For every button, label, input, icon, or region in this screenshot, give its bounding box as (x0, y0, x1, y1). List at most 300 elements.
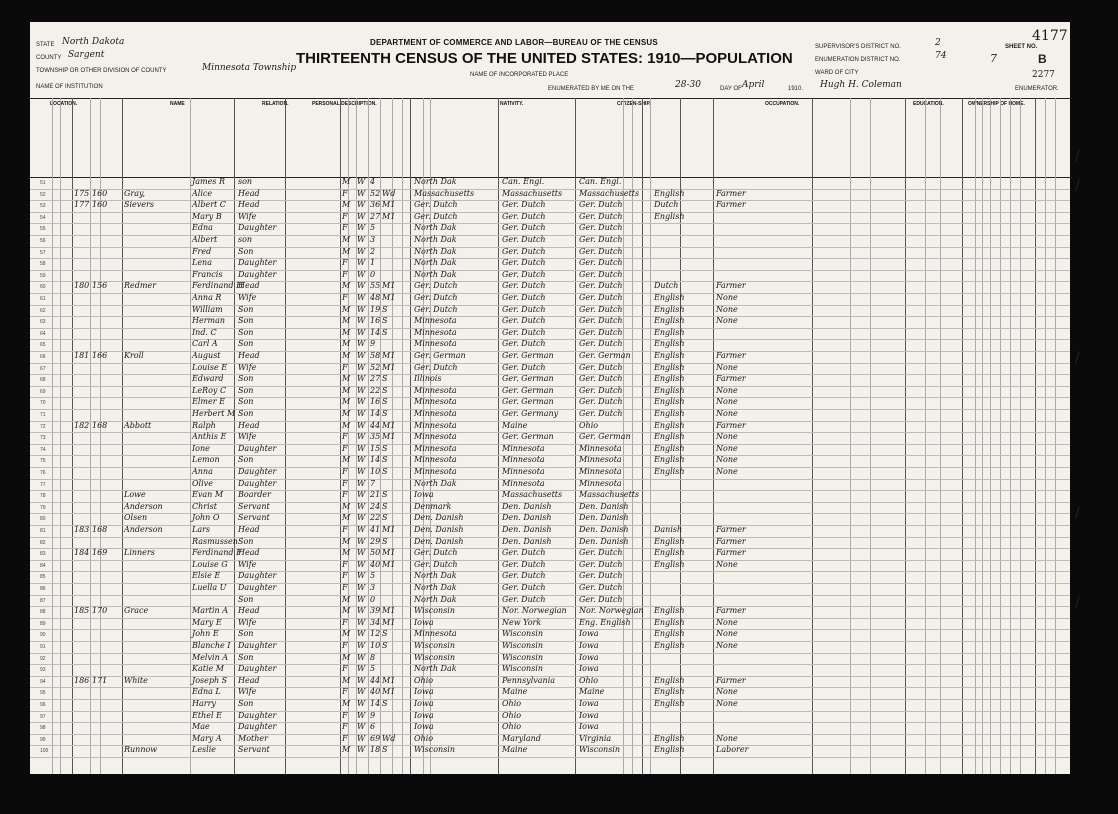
given-name: Herman (192, 316, 226, 326)
line-number: 88 (40, 609, 46, 616)
place-label: NAME OF INCORPORATED PLACE (470, 72, 569, 78)
sex: M (342, 246, 351, 256)
line-number: 76 (40, 470, 46, 476)
occupation: None (716, 617, 738, 627)
birthplace: Minnesota (414, 397, 457, 407)
age: 55 (370, 281, 381, 291)
birthplace: Iowa (414, 687, 434, 697)
language: Dutch (654, 281, 679, 291)
family-number: 171 (92, 675, 108, 685)
father-birthplace: Ger. Dutch (502, 362, 546, 372)
relation: Daughter (238, 571, 277, 581)
sex: M (342, 235, 351, 244)
age: 5 (370, 571, 376, 581)
sex: F (342, 559, 348, 569)
race: W (357, 397, 366, 407)
line-number: 52 (40, 191, 46, 198)
surname: White (124, 675, 148, 685)
mother-birthplace: Ger. Dutch (579, 374, 623, 384)
table-row (30, 584, 1070, 596)
father-birthplace: Den. Danish (502, 513, 552, 523)
relation: Daughter (238, 223, 277, 233)
table-row (30, 329, 1070, 341)
line-number: 85 (40, 574, 46, 581)
table-row (30, 248, 1070, 260)
sex: F (342, 188, 348, 198)
table-row (30, 259, 1070, 271)
surname: Redmer (124, 281, 157, 291)
birthplace: Minnesota (414, 316, 457, 326)
father-birthplace: Wisconsin (502, 664, 544, 674)
table-row (30, 317, 1070, 329)
given-name: John O (192, 513, 220, 523)
race: W (357, 525, 366, 534)
relation: Head (238, 606, 260, 616)
line-number: 100 (40, 748, 49, 755)
relation: Servant (238, 501, 270, 511)
father-birthplace: Maine (502, 687, 528, 697)
father-birthplace: Ger. Dutch (502, 269, 546, 279)
race: W (357, 420, 366, 430)
mother-birthplace: Ger. Dutch (579, 246, 623, 256)
marital-status: Wd (382, 188, 396, 198)
language: English (654, 316, 685, 326)
language: English (654, 211, 685, 221)
given-name: Ind. C (192, 327, 217, 337)
relation: Head (238, 188, 260, 198)
father-birthplace: Ohio (502, 710, 522, 720)
family-number: 168 (92, 420, 108, 430)
age: 9 (370, 339, 376, 349)
marital-status: S (382, 385, 388, 395)
father-birthplace: Ger. Dutch (502, 548, 546, 558)
relation: Son (238, 699, 254, 708)
dwelling-number: 177 (74, 200, 90, 210)
line-number: 58 (40, 261, 46, 268)
relation: Boarder (238, 490, 271, 500)
line-number: 53 (40, 203, 46, 210)
given-name: John E (192, 629, 219, 639)
age: 10 (370, 641, 381, 650)
occupation: None (716, 641, 738, 650)
father-birthplace: Wisconsin (502, 629, 544, 639)
marital-status: S (382, 699, 388, 708)
occupation: None (716, 409, 738, 418)
father-birthplace: Ger. Dutch (502, 339, 546, 349)
marital-status: M1 (382, 675, 396, 685)
relation: Wife (238, 432, 257, 442)
relation: Son (238, 246, 254, 256)
given-name: Carl A (192, 339, 218, 349)
relation: Wife (238, 559, 257, 569)
age: 36 (370, 200, 381, 210)
census-sheet (30, 22, 1070, 774)
race: W (357, 432, 366, 442)
father-birthplace: Ger. Dutch (502, 571, 546, 581)
relation: Daughter (238, 664, 277, 674)
race: W (357, 269, 366, 279)
line-number: 63 (40, 319, 46, 326)
relation: Head (238, 525, 260, 534)
sheet-letter: B (1038, 52, 1047, 66)
stamp-top: 4177 (1032, 28, 1068, 44)
given-name: Mary B (192, 211, 222, 221)
race: W (357, 687, 366, 697)
birthplace: Ger. German (414, 351, 466, 360)
line-number: 94 (40, 678, 46, 685)
given-name: Ralph (192, 420, 216, 430)
mother-birthplace: Ohio (579, 420, 599, 430)
given-name: Katie M (192, 664, 224, 674)
enumerator-label: ENUMERATOR. (1015, 86, 1059, 92)
supervisor-no: 2 (935, 38, 941, 48)
county-label: COUNTY (36, 55, 62, 61)
relation: Head (238, 420, 260, 430)
mother-birthplace: Ger. German (579, 351, 631, 360)
given-name: Anna R (192, 293, 222, 302)
family-number: 170 (92, 606, 108, 616)
relation: Servant (238, 513, 270, 523)
supervisor-label: SUPERVISOR'S DISTRICT NO. (815, 44, 901, 50)
father-birthplace: Ger. Dutch (502, 211, 546, 221)
race: W (357, 490, 366, 500)
state-label: STATE (36, 42, 55, 48)
relation: Daughter (238, 443, 277, 453)
birthplace: Ger. Dutch (414, 281, 458, 291)
father-birthplace: Massachusetts (502, 490, 563, 500)
tally-mark-icon: / (1075, 178, 1080, 194)
sex: F (342, 641, 348, 650)
race: W (357, 316, 366, 326)
given-name: Lemon (192, 455, 220, 465)
line-number: 99 (40, 736, 46, 743)
table-row (30, 306, 1070, 318)
father-birthplace: Minnesota (502, 443, 545, 453)
family-number: 160 (92, 200, 108, 210)
given-name: Joseph S (192, 675, 228, 685)
race: W (357, 235, 366, 244)
marital-status: S (382, 513, 388, 523)
age: 2 (370, 246, 376, 256)
relation: Head (238, 281, 260, 291)
table-row (30, 236, 1070, 248)
race: W (357, 559, 366, 569)
col-name: NAME (170, 101, 185, 107)
table-row (30, 456, 1070, 468)
mother-birthplace: Iowa (579, 664, 599, 674)
sheet-no: 7 (990, 52, 997, 65)
line-number: 81 (40, 528, 46, 534)
mother-birthplace: Ohio (579, 675, 599, 685)
race: W (357, 536, 366, 546)
relation: Daughter (238, 710, 277, 720)
line-number: 51 (40, 180, 46, 186)
sex: F (342, 258, 348, 268)
birthplace: North Dak (414, 223, 457, 233)
birthplace: Minnesota (414, 385, 457, 395)
surname: Anderson (124, 501, 163, 511)
occupation: None (716, 629, 738, 639)
line-number: 66 (40, 354, 46, 360)
mother-birthplace: Ger. Dutch (579, 409, 623, 418)
father-birthplace: Ger. Dutch (502, 258, 546, 268)
father-birthplace: Ger. Dutch (502, 223, 546, 233)
table-row (30, 607, 1070, 619)
mother-birthplace: Can. Engl. (579, 177, 622, 186)
sex: M (342, 385, 351, 395)
sex: M (342, 177, 351, 186)
father-birthplace: Ohio (502, 699, 522, 708)
given-name: Elsie E (192, 571, 221, 581)
sex: F (342, 710, 348, 720)
race: W (357, 664, 366, 674)
sheet-label: SHEET NO. (1005, 44, 1038, 50)
line-number: 78 (40, 493, 46, 500)
age: 24 (370, 501, 381, 511)
line-number: 92 (40, 655, 46, 662)
father-birthplace: Ger. German (502, 385, 554, 395)
given-name: Louise G (192, 559, 228, 569)
race: W (357, 339, 366, 349)
occupation: Farmer (716, 525, 746, 534)
occupation: Farmer (716, 606, 746, 616)
race: W (357, 617, 366, 627)
sex: F (342, 733, 348, 743)
mother-birthplace: Nor. Norwegian (579, 606, 644, 616)
col-location: LOCATION. (50, 101, 78, 107)
family-number: 166 (92, 351, 108, 360)
age: 40 (370, 687, 381, 697)
age: 19 (370, 304, 381, 314)
birthplace: Den. Danish (414, 536, 464, 546)
mother-birthplace: Ger. Dutch (579, 548, 623, 558)
marital-status: M1 (382, 351, 396, 360)
table-row (30, 677, 1070, 689)
father-birthplace: New York (502, 617, 542, 627)
father-birthplace: Den. Danish (502, 501, 552, 511)
occupation: Farmer (716, 374, 746, 384)
age: 41 (370, 525, 381, 534)
marital-status: S (382, 455, 388, 465)
mother-birthplace: Ger. Dutch (579, 594, 623, 604)
birthplace: Ohio (414, 733, 434, 743)
language: English (654, 362, 685, 372)
father-birthplace: Ger. German (502, 397, 554, 407)
day-of-label: DAY OF (720, 86, 742, 92)
occupation: None (716, 687, 738, 697)
race: W (357, 293, 366, 302)
language: English (654, 327, 685, 337)
surname: Sievers (124, 200, 154, 210)
birthplace: Minnesota (414, 629, 457, 639)
dwelling-number: 181 (74, 351, 90, 360)
occupation: None (716, 397, 738, 407)
relation: Head (238, 200, 260, 210)
birthplace: Minnesota (414, 455, 457, 465)
birthplace: Wisconsin (414, 641, 456, 650)
table-row (30, 352, 1070, 364)
sex: M (342, 455, 351, 465)
father-birthplace: Minnesota (502, 467, 545, 476)
table-row (30, 654, 1070, 666)
marital-status: M1 (382, 525, 396, 534)
family-number: 156 (92, 281, 108, 291)
relation: Head (238, 675, 260, 685)
tally-mark-icon: / (1075, 350, 1080, 366)
dwelling-number: 185 (74, 606, 90, 616)
birthplace: North Dak (414, 583, 457, 592)
line-number: 67 (40, 365, 46, 372)
given-name: Ethel E (192, 710, 222, 720)
race: W (357, 641, 366, 650)
line-number: 97 (40, 713, 46, 720)
mother-birthplace: Eng. English (579, 617, 631, 627)
line-number: 71 (40, 412, 46, 418)
language: English (654, 409, 685, 418)
race: W (357, 733, 366, 743)
birthplace: Illinois (414, 374, 442, 384)
age: 39 (370, 606, 381, 616)
relation: son (238, 235, 253, 244)
mother-birthplace: Iowa (579, 652, 599, 662)
race: W (357, 467, 366, 476)
language: English (654, 675, 685, 685)
language: English (654, 548, 685, 558)
sex: F (342, 571, 348, 581)
given-name: Elmer E (192, 397, 225, 407)
mother-birthplace: Ger. Dutch (579, 339, 623, 349)
table-row (30, 201, 1070, 213)
age: 40 (370, 559, 381, 569)
line-number: 69 (40, 388, 46, 395)
line-number: 91 (40, 644, 46, 650)
age: 16 (370, 397, 381, 407)
relation: Son (238, 409, 254, 418)
given-name: Ferdinand F (192, 548, 242, 558)
language: English (654, 699, 685, 708)
dwelling-number: 175 (74, 188, 90, 198)
sex: M (342, 501, 351, 511)
marital-status: S (382, 304, 388, 314)
line-number: 98 (40, 725, 46, 732)
race: W (357, 385, 366, 395)
mother-birthplace: Ger. Dutch (579, 200, 623, 210)
line-number: 80 (40, 516, 46, 523)
language: English (654, 397, 685, 407)
given-name: Lars (192, 525, 211, 534)
birthplace: North Dak (414, 269, 457, 279)
language: English (654, 432, 685, 442)
table-row (30, 282, 1070, 294)
marital-status: S (382, 409, 388, 418)
enumerated-day: 28-30 (675, 80, 701, 90)
sex: M (342, 397, 351, 407)
father-birthplace: Maine (502, 745, 528, 755)
table-row (30, 619, 1070, 631)
line-number: 60 (40, 284, 46, 291)
birthplace: Minnesota (414, 443, 457, 453)
relation: Son (238, 536, 254, 546)
race: W (357, 351, 366, 360)
language: English (654, 745, 685, 755)
birthplace: North Dak (414, 594, 457, 604)
marital-status: S (382, 374, 388, 384)
language: English (654, 559, 685, 569)
table-row (30, 561, 1070, 573)
race: W (357, 710, 366, 720)
sex: M (342, 409, 351, 418)
father-birthplace: Ger. Dutch (502, 235, 546, 244)
mother-birthplace: Ger. Dutch (579, 327, 623, 337)
relation: Daughter (238, 583, 277, 592)
line-number: 93 (40, 667, 46, 674)
tally-mark-icon: / (1075, 148, 1080, 164)
marital-status: S (382, 629, 388, 639)
surname: Runnow (124, 745, 158, 755)
language: English (654, 351, 685, 360)
occupation: None (716, 733, 738, 743)
age: 27 (370, 374, 381, 384)
father-birthplace: Ger. Germany (502, 409, 559, 418)
race: W (357, 327, 366, 337)
sex: M (342, 594, 351, 604)
surname: Olsen (124, 513, 148, 523)
given-name: Evan M (192, 490, 224, 500)
father-birthplace: Ger. Dutch (502, 559, 546, 569)
table-row (30, 433, 1070, 445)
table-row (30, 271, 1070, 283)
table-row (30, 642, 1070, 654)
birthplace: Wisconsin (414, 745, 456, 755)
marital-status: Wd (382, 733, 396, 743)
sex: F (342, 722, 348, 732)
relation: Son (238, 652, 254, 662)
dwelling-number: 182 (74, 420, 90, 430)
table-row (30, 549, 1070, 561)
col-occupation: OCCUPATION. (765, 101, 800, 107)
mother-birthplace: Ger. Dutch (579, 258, 623, 268)
race: W (357, 443, 366, 453)
language: English (654, 385, 685, 395)
birthplace: North Dak (414, 177, 457, 186)
marital-status: S (382, 397, 388, 407)
line-number: 70 (40, 400, 46, 407)
age: 5 (370, 223, 376, 233)
occupation: None (716, 293, 738, 302)
age: 12 (370, 629, 381, 639)
race: W (357, 722, 366, 732)
stamp-bottom: 2277 (1032, 70, 1055, 80)
father-birthplace: Ger. German (502, 351, 554, 360)
occupation: None (716, 362, 738, 372)
age: 22 (370, 513, 381, 523)
line-number: 83 (40, 551, 46, 558)
occupation: None (716, 304, 738, 314)
relation: Son (238, 397, 254, 407)
table-row (30, 294, 1070, 306)
marital-status: S (382, 316, 388, 326)
given-name: Rasmussen (192, 536, 238, 546)
line-number: 86 (40, 586, 46, 592)
race: W (357, 478, 366, 488)
line-number: 87 (40, 597, 46, 604)
table-row (30, 723, 1070, 735)
mother-birthplace: Minnesota (579, 467, 622, 476)
age: 44 (370, 675, 381, 685)
sex: F (342, 211, 348, 221)
race: W (357, 699, 366, 708)
given-name: August (192, 351, 221, 360)
